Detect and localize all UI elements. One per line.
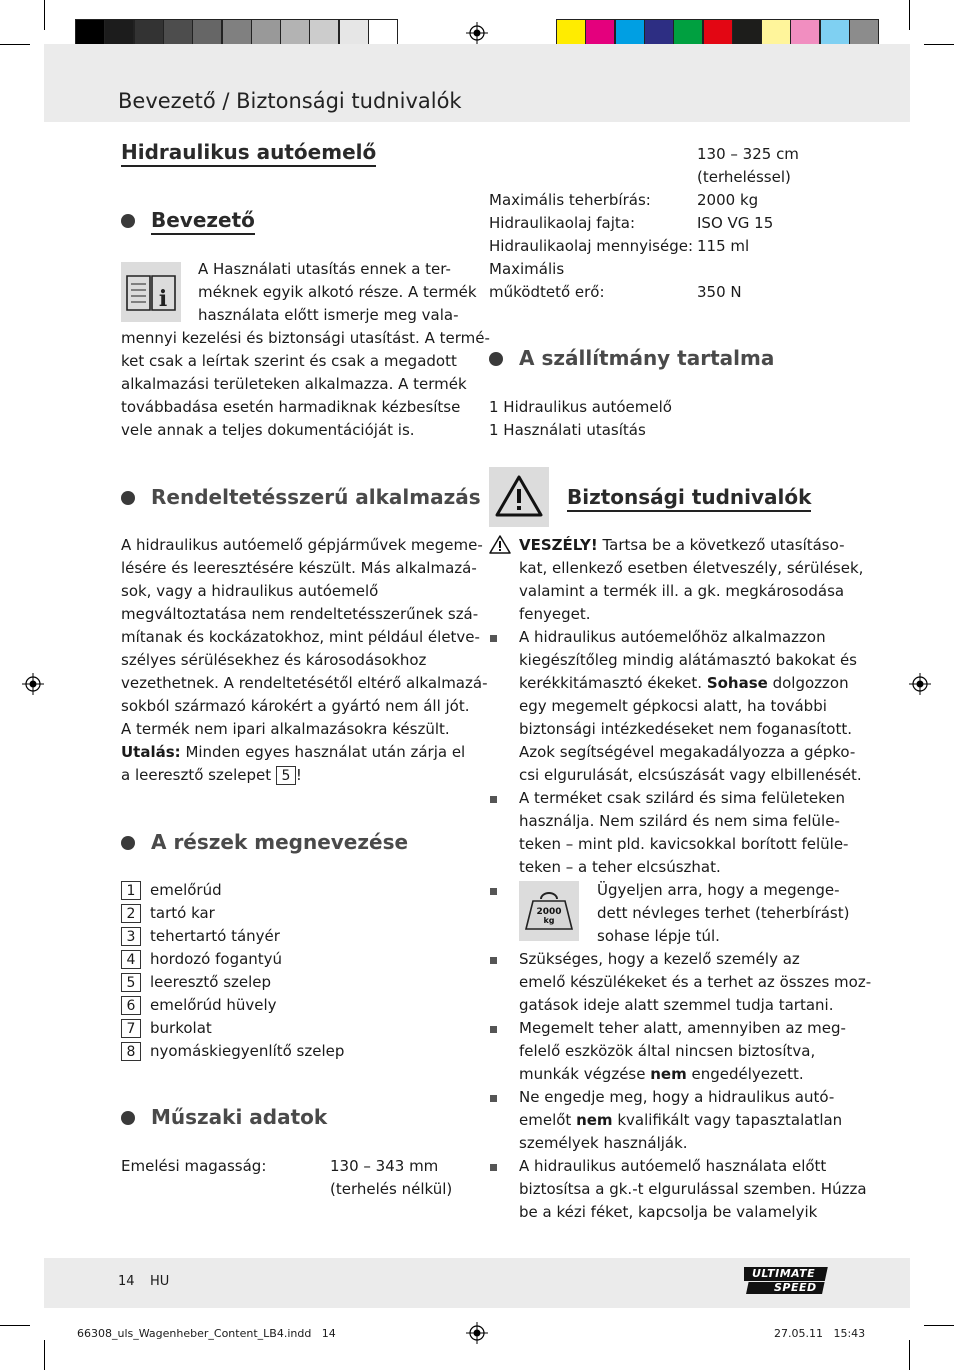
danger-line [519,534,845,557]
danger-line: fenyeget. [519,605,591,623]
gray-swatch [192,19,222,47]
danger-line: valamint a termék ill. a gk. megkárosodása [519,582,845,600]
part-label: burkolat [150,1019,212,1037]
part-label: tartó kar [150,904,215,922]
color-swatch [673,19,703,47]
intended-use-line: szélyes sérülésekhez és károsodásokhoz [121,651,427,669]
crop-mark [44,0,45,30]
color-swatch [585,19,615,47]
part-label: nyomáskiegyenlítő szelep [150,1042,345,1060]
safety-line: teken – a teher elcsúszhat. [519,858,721,876]
note-line [121,741,465,764]
safety-text: dolgozzon [767,674,849,692]
safety-line: kiegészítőleg mindig alátámasztó bakokat és [519,651,857,669]
color-swatch [790,19,820,47]
intended-use-heading: Rendeltetésszerű alkalmazás [151,485,481,509]
list-bullet-square [490,1164,497,1171]
safety-line: dett névleges terhet (teherbírást) [597,904,850,922]
part-label: hordozó fogantyú [150,950,283,968]
safety-line: Ügyeljen arra, hogy a megenge- [597,881,840,899]
intended-use-line: A termék nem ipari alkalmazásokra készült. [121,720,450,738]
note-line2-text: a leeresztő szelepet [121,766,272,784]
intended-use-line: sokból származó károkért a gyártó nem áll jót. [121,697,470,715]
list-bullet-square [490,1095,497,1102]
note-end: ! [295,766,302,784]
safety-line: teken – mint pld. kavicsokkal borított felüle- [519,835,849,853]
intended-use-line: mítanak és kockázatokhoz, mint például életve- [121,628,480,646]
intro-line: A Használati utasítás ennek a ter- [198,260,451,278]
weight-icon-number: 2000 [536,907,562,917]
safety-line: sohase lépje túl. [597,927,720,945]
crop-mark [0,1325,30,1326]
safety-line: be a kézi féket, kapcsolja be valamelyik [519,1203,818,1221]
specs-heading: Műszaki adatok [151,1105,328,1129]
safety-line: biztonsági intézkedéseket nem foganasított. [519,720,853,738]
spec-lift-value-loaded: 130 – 325 cm [697,145,799,163]
intended-use-line: megváltoztatása nem rendeltetésszerűnek szá- [121,605,479,623]
part-number-badge: 2 [121,904,141,923]
list-bullet-square [490,1026,497,1033]
part-item [121,1017,212,1040]
color-swatch [703,19,733,47]
color-swatch [615,19,645,47]
crop-mark [0,44,30,45]
spec-label: Hidraulikaolaj mennyisége: [489,237,694,255]
spec-lift-note-unloaded: (terhelés nélkül) [330,1180,453,1198]
logo-text-2: SPEED [774,1281,817,1294]
spec-force-value: 350 N [697,283,742,301]
delivery-item: 1 Használati utasítás [489,421,646,439]
safety-text: emelőt [519,1111,577,1129]
safety-line: gatások ideje alatt szemmel tudja tartani. [519,996,834,1014]
logo-text-1: ULTIMATE [752,1267,816,1280]
part-number-badge: 3 [121,927,141,946]
safety-line: egy megemelt gépkocsi alatt, ha további [519,697,827,715]
intended-use-line: A hidraulikus autóemelő gépjárművek megeme- [121,536,483,554]
safety-line: Ne engedje meg, hogy a hidraulikus autó- [519,1088,835,1106]
list-bullet-square [490,957,497,964]
gray-swatch [104,19,134,47]
color-swatch [732,19,762,47]
list-bullet-square [490,888,497,895]
part-item [121,902,215,925]
danger-text: Tartsa be a következő utasításo- [597,536,845,554]
intro-line: mennyi kezelési és biztonsági utasítást. A termé- [121,329,490,347]
gray-swatch [75,19,105,47]
color-swatch [644,19,674,47]
safety-line [519,1063,804,1086]
intro-heading-text: Bevezető [151,208,255,235]
list-bullet-square [490,796,497,803]
safety-text: kvalifikált vagy tapasztalatlan [612,1111,843,1129]
safety-line: felelő eszközök által nincsen biztosítva, [519,1042,816,1060]
intro-line: továbbadása esetén harmadiknak kézbesítse [121,398,461,416]
intro-line: alkalmazási területeken alkalmazza. A termék [121,375,467,393]
part-item [121,994,277,1017]
main-title [121,140,376,164]
warning-triangle-icon [489,467,549,527]
part-label: leeresztő szelep [150,973,272,991]
part-number-badge: 5 [121,973,141,992]
crop-mark [924,44,954,45]
weight-icon-unit: kg [543,916,555,925]
intended-use-line: sok, vagy a hidraulikus autóemelő [121,582,379,600]
safety-line: használja. Nem szilárd és nem sima felüle- [519,812,840,830]
spec-force-label-2: működtető erő: [489,283,605,301]
crop-mark [909,1340,910,1370]
safety-heading-text: Biztonsági tudnivalók [567,485,811,512]
safety-line: Azok segítségével megakadályozza a gépko- [519,743,856,761]
safety-line: csi elgurulását, elcsúszását vagy elbillenését. [519,766,862,784]
intended-use-line: vezethetnek. A rendeltetésétől eltérő alkalmazá- [121,674,488,692]
note-line-2 [121,764,302,787]
safety-line: A terméket csak szilárd és sima felületeken [519,789,845,807]
gray-swatch [309,19,339,47]
spec-lift-note-loaded: (terheléssel) [697,168,791,186]
safety-line [519,672,849,695]
part-number-badge: 7 [121,1019,141,1038]
part-item [121,1040,344,1063]
color-swatch [849,19,879,47]
language-code: HU [150,1274,170,1289]
spec-value: ISO VG 15 [697,214,774,232]
spec-lift-label: Emelési magasság: [121,1157,267,1175]
danger-label: VESZÉLY! [519,536,598,554]
part-number-badge: 4 [121,950,141,969]
page-title: Bevezető / Biztonsági tudnivalók [118,89,462,113]
note-label: Utalás: [121,743,181,761]
spec-label: Maximális teherbírás: [489,191,651,209]
safety-line: Megemelt teher alatt, amennyiben az meg- [519,1019,846,1037]
gray-swatch [280,19,310,47]
safety-emphasis: nem [576,1111,613,1129]
crop-mark [909,0,910,30]
section-bullet [121,491,135,505]
danger-line: kat, ellenkező esetben életveszély, sérülések, [519,559,864,577]
color-swatch [820,19,850,47]
safety-line: A hidraulikus autóemelőhöz alkalmazzon [519,628,826,646]
safety-line: A hidraulikus autóemelő használata előtt [519,1157,827,1175]
section-bullet [489,352,503,366]
registration-mark-icon [466,1322,488,1344]
part-item [121,948,282,971]
delivery-heading: A szállítmány tartalma [519,346,775,370]
registration-mark-icon [22,673,44,695]
part-label: tehertartó tányér [150,927,280,945]
gray-swatch [251,19,281,47]
registration-mark-icon [909,673,931,695]
gray-swatch [134,19,164,47]
safety-text: kerékkitámasztó ékeket. [519,674,703,692]
spec-force-label-1: Maximális [489,260,565,278]
ultimate-speed-logo [744,1266,832,1296]
intro-line: használata előtt ismerje meg vala- [198,306,459,324]
file-slug: 66308_uls_Wagenheber_Content_LB4.indd 14 [77,1327,336,1340]
safety-line: Szükséges, hogy a kezelő személy az [519,950,800,968]
part-ref-badge: 5 [276,766,296,785]
color-swatch [556,19,586,47]
part-label: emelőrúd [150,881,222,899]
print-date: 27.05.11 15:43 [774,1327,866,1340]
section-bullet [121,836,135,850]
part-item [121,879,222,902]
intended-use-line: lésére és leeresztésére készült. Más alkalmazá- [121,559,477,577]
part-number-badge: 8 [121,1042,141,1061]
section-bullet [121,214,135,228]
weight-2000kg-icon [519,881,579,941]
info-book-icon [121,262,181,322]
spec-value: 115 ml [697,237,750,255]
svg-text:i: i [158,286,168,312]
safety-emphasis: Sohase [706,674,768,692]
crop-mark [924,1325,954,1326]
registration-mark-icon [466,22,488,44]
delivery-item: 1 Hidraulikus autóemelő [489,398,672,416]
intro-line: vele annak a teljes dokumentációját is. [121,421,415,439]
note-text: Minden egyes használat után zárja el [180,743,466,761]
safety-line [519,1109,842,1132]
gray-swatch [339,19,369,47]
page-number: 14 [118,1274,135,1289]
section-bullet [121,1111,135,1125]
safety-text: munkák végzése [519,1065,651,1083]
safety-line: személyek használják. [519,1134,688,1152]
gray-swatch [163,19,193,47]
warning-small-icon [489,535,511,554]
intro-line: méknek egyik alkotó része. A termék [198,283,477,301]
part-label: emelőrúd hüvely [150,996,277,1014]
safety-text: engedélyezett. [686,1065,804,1083]
list-bullet-square [490,635,497,642]
color-swatch [761,19,791,47]
safety-emphasis: nem [650,1065,687,1083]
gray-swatch [368,19,398,47]
safety-line: emelő készülékeket és a terhet az összes moz- [519,973,872,991]
part-number-badge: 1 [121,881,141,900]
safety-heading [567,485,811,509]
gray-swatch [222,19,252,47]
parts-heading: A részek megnevezése [151,830,409,854]
part-item [121,925,280,948]
intro-heading [151,208,255,232]
part-item [121,971,271,994]
crop-mark [44,1340,45,1370]
safety-line: biztosítsa a gk.-t elgurulással szemben. Húzza [519,1180,867,1198]
part-number-badge: 6 [121,996,141,1015]
spec-label: Hidraulikaolaj fajta: [489,214,636,232]
spec-lift-value-unloaded: 130 – 343 mm [330,1157,439,1175]
main-title-text: Hidraulikus autóemelő [121,140,376,167]
spec-value: 2000 kg [697,191,759,209]
intro-line: ket csak a leírtak szerint és csak a megadott [121,352,457,370]
